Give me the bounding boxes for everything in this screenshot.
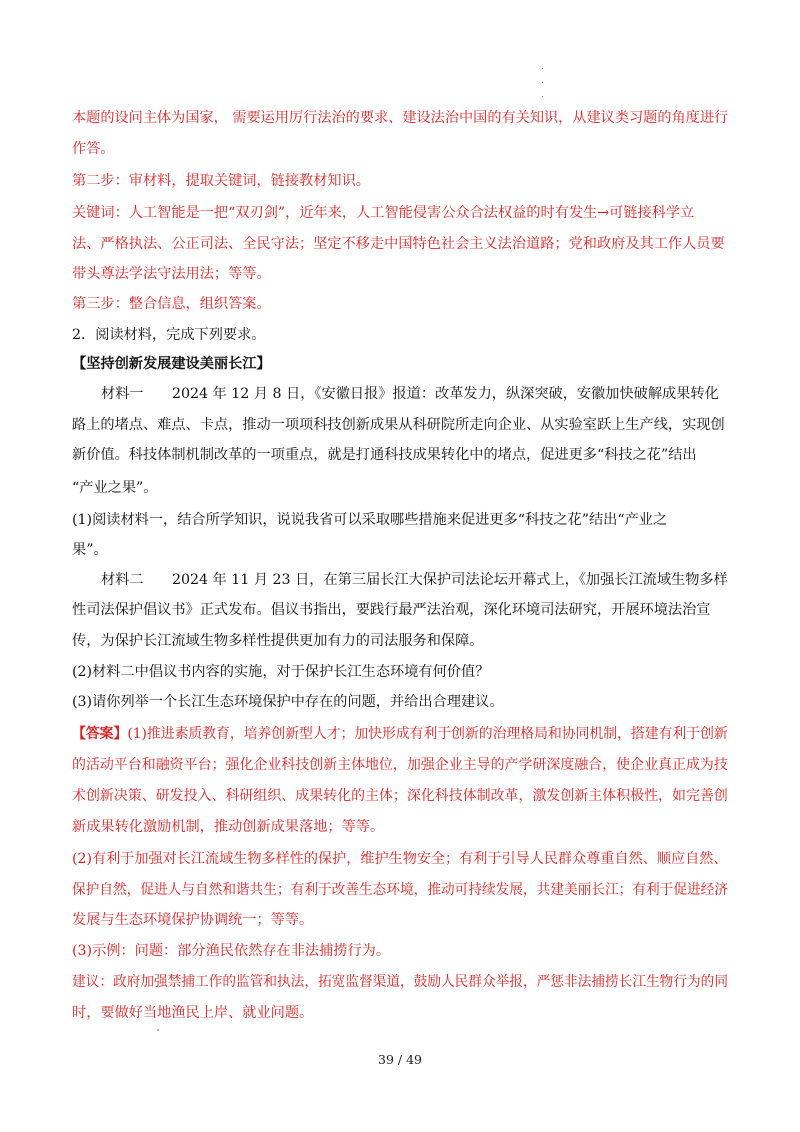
header-marks: [541, 60, 544, 102]
text-line: 材料一 2024 年 12 月 8 日，《安徽日报》报道：改革发力，纵深突破，安徽加快破解成果转化: [101, 386, 719, 402]
answer-line: (3)示例：问题：部分渔民依然存在非法捕捞行为。: [72, 943, 391, 959]
question-text: 果”。: [72, 542, 108, 558]
answer-line: 新成果转化激励机制，推动创新成果落地；等等。: [72, 819, 385, 835]
text-line: 作答。: [72, 141, 115, 157]
header-mark: .: [541, 76, 544, 86]
text-line: 传，为保护长江流域生物多样性提供更加有力的司法服务和保障。: [72, 633, 484, 649]
answer-line: (2)有利于加强对长江流域生物多样性的保护，维护生物安全；有利于引导人民群众尊重自然、顺应自然、: [72, 851, 728, 867]
question-text: (2)材料二中倡议书内容的实施，对于保护长江生态环境有何价值？: [72, 664, 490, 680]
text-line: 第三步：整合信息，组织答案。: [72, 296, 271, 312]
question-text: (3)请你列举一个长江生态环境保护中存在的问题，并给出合理建议。: [72, 694, 504, 710]
speck: [157, 1029, 159, 1031]
answer-text: (1)推进素质教育，培养创新型人才；加快形成有利于创新的治理格局和协同机制，搭建有利于创新: [127, 726, 728, 742]
text-line: 性司法保护倡议书》正式发布。倡议书指出，要践行最严法治观，深化环境司法研究，开展环境法治宣: [72, 602, 711, 618]
answer-line: 术创新决策、研发投入、科研组织、成果转化的主体；深化科技体制改革，激发创新主体积极性，如完善创: [72, 788, 728, 804]
text-line: 材料二 2024 年 11 月 23 日，在第三届长江大保护司法论坛开幕式上，《加强长江流域生物多样: [101, 572, 728, 588]
answer-line: 发展与生态环境保护协调统一；等等。: [72, 912, 314, 928]
question-number: 2．阅读材料，完成下列要求。: [72, 327, 266, 343]
answer-line: 的活动平台和融资平台；强化企业科技创新主体地位，加强企业主导的产学研深度融合，使企业真正成为技: [72, 757, 728, 773]
answer-line: 时，要做好当地渔民上岸、就业问题。: [72, 1005, 314, 1021]
question-text: (1)阅读材料一，结合所学知识，说说我省可以采取哪些措施来促进更多“科技之花”结出“产业之: [72, 512, 668, 528]
answer-line: 建议：政府加强禁捕工作的监管和执法，拓宽监督渠道，鼓励人民群众举报，严惩非法捕捞长江生物行为的同: [72, 974, 729, 990]
text-line: 新价值。科技体制机制改革的一项重点，就是打通科技成果转化中的堵点，促进更多“科技之花”结出: [72, 447, 697, 463]
text-line: “产业之果”。: [72, 480, 158, 496]
answer-line: 保护自然，促进人与自然和谐共生；有利于改善生态环境，推动可持续发展，共建美丽长江；有利于促进经济: [72, 882, 729, 898]
header-mark: .: [541, 62, 544, 72]
answer-line: [72, 724, 728, 744]
answer-tag: 【答案】: [72, 726, 128, 742]
header-mark: .: [541, 90, 544, 100]
text-line: 法、严格执法、公正司法、全民守法；坚定不移走中国特色社会主义法治道路；党和政府及其工作人员要: [72, 236, 725, 252]
text-line: 路上的堵点、难点、卡点，推动一项项科技创新成果从科研院所走向企业、从实验室跃上生产线，实现创: [72, 417, 725, 433]
text-line: 关键词：人工智能是一把“双刃剑”，近年来，人工智能侵害公众合法权益的时有发生→可链接科学立: [72, 205, 695, 221]
text-line: 第二步：审材料，提取关键词，链接教材知识。: [72, 173, 370, 189]
text-line: 带头尊法学法守法用法；等等。: [72, 266, 271, 282]
section-title: 【坚持创新发展建设美丽长江】: [72, 356, 271, 372]
page-number: 39 / 49: [378, 1052, 422, 1067]
text-line: 本题的设问主体为国家， 需要运用厉行法治的要求、建设法治中国的有关知识，从建议类习题的角度进行: [72, 110, 729, 126]
